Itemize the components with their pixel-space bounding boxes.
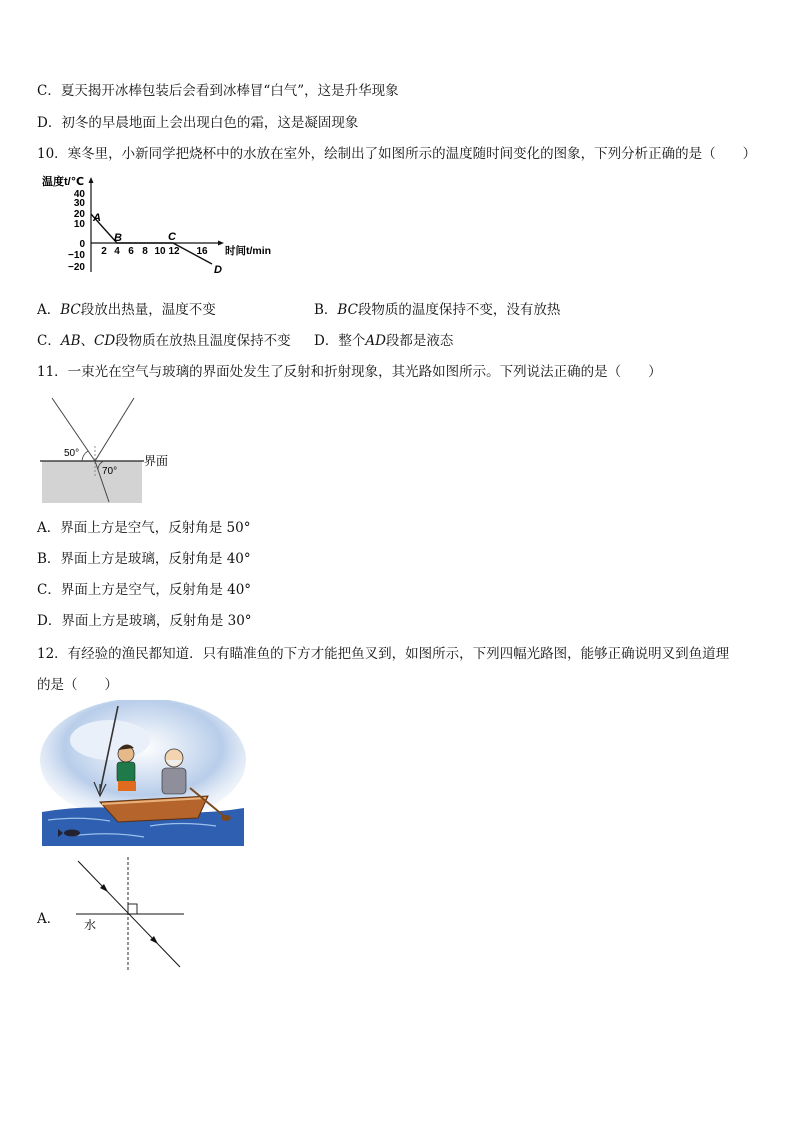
q10-option-c <box>37 332 291 350</box>
q10-x-axis-label: 时间t/min <box>225 245 272 257</box>
q10-option-c-var1: AB <box>60 333 81 349</box>
x-tick-4: 4 <box>114 246 120 257</box>
q10-option-a-prefix: A． <box>37 302 61 318</box>
point-c-label: C <box>168 231 176 243</box>
y-tick-minus20: −20 <box>68 262 85 273</box>
q10-option-d-prefix: D．整个 <box>314 333 366 349</box>
point-b-label: B <box>114 232 122 244</box>
x-tick-16: 16 <box>196 246 208 257</box>
point-d-label: D <box>214 264 222 276</box>
glass-region <box>42 461 142 503</box>
q11-option-d: D．界面上方是玻璃，反射角是 30° <box>37 613 252 629</box>
q10-temperature-chart <box>40 172 280 277</box>
q11-light-path-figure <box>40 394 170 504</box>
x-tick-10: 10 <box>154 246 166 257</box>
q10-option-d-text: 段都是液态 <box>385 333 454 349</box>
q10-option-a-text: 段放出热量，温度不变 <box>80 302 216 318</box>
y-tick-20: 20 <box>73 209 85 220</box>
q12-option-a-light-path <box>72 855 187 973</box>
q10-option-c-var2: CD <box>94 333 116 349</box>
q9-option-c: C．夏天揭开冰棒包装后会看到冰棒冒“白气”，这是升华现象 <box>37 83 399 99</box>
q12-stem-line1: 12．有经验的渔民都知道．只有瞄准鱼的下方才能把鱼叉到，如图所示，下列四幅光路图，能够正确说明叉到鱼道理 <box>37 646 730 662</box>
q10-stem: 10．寒冬里，小新同学把烧杯中的水放在室外，绘制出了如图所示的温度随时间变化的图象，下列分析正确的是（ ） <box>37 146 757 162</box>
y-tick-30: 30 <box>73 198 85 209</box>
temperature-curve <box>91 214 212 264</box>
q10-option-b-var: BC <box>337 302 358 318</box>
q10-y-axis-label: 温度t/℃ <box>42 176 85 188</box>
q10-option-c-prefix: C． <box>37 333 61 349</box>
q12-stem-line2: 的是（ ） <box>37 677 118 693</box>
interface-label: 界面 <box>144 454 169 468</box>
x-tick-6: 6 <box>128 246 134 257</box>
q11-option-b: B．界面上方是玻璃，反射角是 40° <box>37 551 251 567</box>
q10-option-d <box>314 332 453 350</box>
q11-option-a: A．界面上方是空气，反射角是 50° <box>37 520 251 536</box>
q10-option-d-var: AD <box>365 333 386 349</box>
q11-stem: 11．一束光在空气与玻璃的界面处发生了反射和折射现象，其光路如图所示。下列说法正确的是（ ） <box>37 364 662 380</box>
y-tick-0: 0 <box>79 239 85 250</box>
y-tick-minus10: −10 <box>68 250 85 261</box>
fisherman-boat-illustration <box>40 700 246 846</box>
x-tick-8: 8 <box>142 246 148 257</box>
water-label: 水 <box>84 918 97 932</box>
q11-option-c: C．界面上方是空气，反射角是 40° <box>37 582 252 598</box>
q10-option-a-var: BC <box>60 302 81 318</box>
y-tick-40: 40 <box>73 189 85 200</box>
x-tick-2: 2 <box>101 246 107 257</box>
angle-70-label: 70° <box>102 466 118 477</box>
q12-option-a-label: A． <box>37 911 61 927</box>
q10-option-b-prefix: B． <box>314 302 338 318</box>
angle-50-label: 50° <box>64 448 80 459</box>
q10-option-c-text: 段物质在放热且温度保持不变 <box>115 333 291 349</box>
q10-option-c-mid: 、 <box>80 333 95 349</box>
y-tick-10: 10 <box>73 219 85 230</box>
q10-option-a <box>37 301 216 319</box>
point-a-label: A <box>93 212 101 224</box>
q10-option-b <box>314 301 560 319</box>
q9-option-d: D．初冬的早晨地面上会出现白色的霜，这是凝固现象 <box>37 115 359 131</box>
q10-option-b-text: 段物质的温度保持不变，没有放热 <box>357 302 561 318</box>
x-tick-12: 12 <box>168 246 180 257</box>
